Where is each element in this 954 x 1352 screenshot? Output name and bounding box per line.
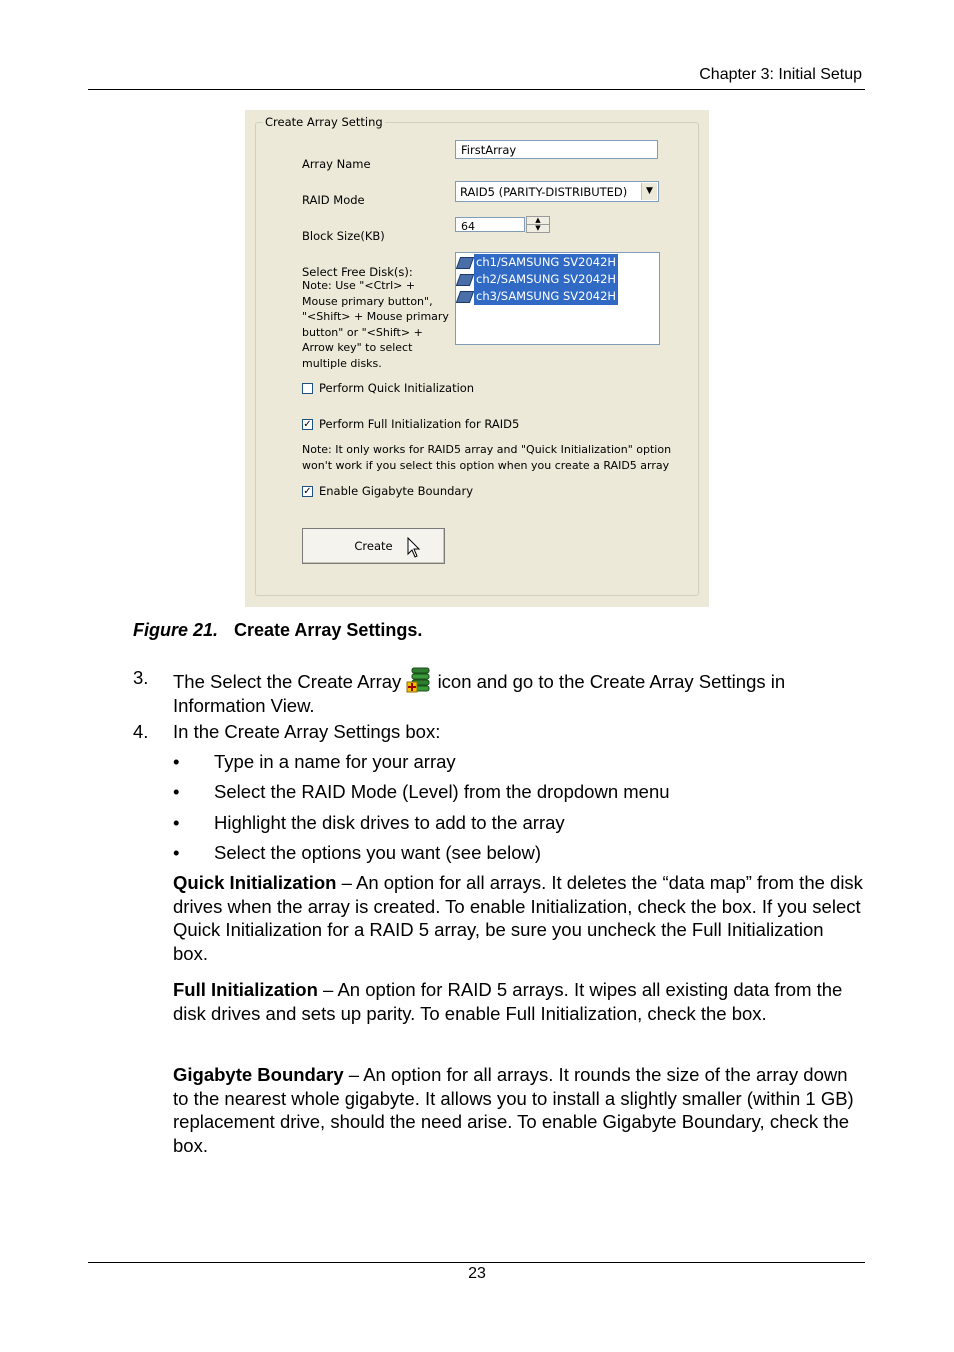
quick-init-label: Perform Quick Initialization	[319, 381, 475, 395]
spin-up-icon[interactable]: ▲	[527, 217, 549, 225]
raid5-note	[302, 442, 692, 473]
bullet-text: Highlight the disk drives to add to the array	[214, 812, 565, 833]
array-name-input[interactable]: FirstArray	[455, 140, 658, 159]
raid-mode-select[interactable]	[455, 181, 659, 202]
block-size-input[interactable]: 64	[455, 217, 525, 232]
create-array-dialog	[245, 110, 709, 607]
quick-init-option[interactable]	[302, 381, 474, 395]
gigabyte-label: Enable Gigabyte Boundary	[319, 484, 474, 498]
quick-init-term: Quick Initialization	[173, 872, 337, 893]
footer-rule	[88, 1262, 865, 1263]
step-3-text	[173, 666, 863, 718]
gigabyte-checkbox[interactable]: ✓	[303, 485, 312, 497]
disk-icon	[456, 291, 474, 303]
note-line: "<Shift> + Mouse primary	[302, 310, 449, 323]
block-size-spinner[interactable]	[526, 216, 550, 233]
bullet-text: Select the options you want (see below)	[214, 842, 542, 863]
note-line: won't work if you select this option when you create a RAID5 array	[302, 458, 670, 472]
disk-icon	[456, 257, 474, 269]
figure-title: Create Array Settings.	[234, 620, 423, 640]
note-line: Note: It only works for RAID5 array and "Quick Initialization" option	[302, 443, 672, 456]
quick-init-checkbox[interactable]	[302, 383, 313, 394]
step-3-line2: Information View.	[173, 695, 315, 716]
quick-init-paragraph	[173, 871, 863, 965]
raid-mode-label: RAID Mode	[302, 193, 365, 207]
step-number: 3.	[133, 667, 149, 688]
create-array-groupbox	[255, 115, 699, 596]
disk-list-item[interactable]	[457, 288, 658, 305]
gigabyte-term: Gigabyte Boundary	[173, 1064, 344, 1085]
note-line: multiple disks.	[302, 356, 382, 370]
group-title: Create Array Setting	[265, 115, 383, 129]
disk-label: ch3/SAMSUNG SV2042H	[476, 289, 617, 303]
gigabyte-description: – An option for all arrays. It rounds the size of the array down to the nearest whole gigabyte. It allows you to install a slightly smaller (within 1 GB) replacement drive, should the need arise. To enable Gigabyte Boundary, check the box.	[173, 1064, 854, 1156]
select-disks-label: Select Free Disk(s):	[302, 265, 413, 279]
create-array-icon	[406, 666, 432, 694]
bullet-item: • Select the RAID Mode (Level) from the dropdown menu	[173, 781, 670, 802]
disk-list-item[interactable]	[457, 254, 658, 271]
step-3-before: The Select the Create Array	[173, 671, 402, 692]
full-init-term: Full Initialization	[173, 979, 318, 1000]
step-4-text: In the Create Array Settings box:	[173, 721, 441, 742]
header-rule	[88, 89, 865, 90]
create-button-label: Create	[354, 539, 393, 553]
mouse-cursor-icon	[407, 537, 421, 559]
bullet-text: Select the RAID Mode (Level) from the dropdown menu	[214, 781, 670, 802]
bullet-item: • Type in a name for your array	[173, 751, 456, 772]
full-init-checkbox[interactable]: ✓	[303, 418, 312, 430]
gigabyte-paragraph	[173, 1063, 863, 1157]
chapter-header: Chapter 3: Initial Setup	[699, 66, 862, 83]
step-3-after: icon and go to the Create Array Settings in	[437, 671, 786, 692]
bullet-item: • Highlight the disk drives to add to the array	[173, 812, 565, 833]
figure-number: Figure 21.	[133, 620, 219, 640]
step-number: 4.	[133, 721, 149, 742]
note-line: button" or "<Shift> +	[302, 325, 423, 339]
free-disks-listbox[interactable]	[455, 252, 660, 345]
note-line: Note: Use "<Ctrl> +	[302, 279, 416, 292]
disk-icon	[456, 274, 474, 286]
disk-list-item[interactable]	[457, 271, 658, 288]
array-name-label: Array Name	[302, 157, 371, 171]
note-line: Arrow key" to select	[302, 341, 413, 354]
quick-init-description: – An option for all arrays. It deletes the “data map” from the disk drives when the array is created. To enable Initialization, check the box. If you select Quick Initialization for a RAID 5 array, be sure you uncheck the Full Initialization box.	[173, 872, 863, 964]
spin-down-icon[interactable]: ▼	[535, 224, 541, 232]
note-line: Mouse primary button",	[302, 294, 433, 308]
disk-label: ch1/SAMSUNG SV2042H	[476, 255, 617, 269]
raid-mode-value: RAID5 (PARITY-DISTRIBUTED)	[460, 185, 628, 199]
multi-select-note	[302, 278, 452, 371]
full-init-option[interactable]	[302, 417, 519, 431]
disk-label: ch2/SAMSUNG SV2042H	[476, 272, 617, 286]
full-init-label: Perform Full Initialization for RAID5	[319, 417, 520, 431]
block-size-label: Block Size(KB)	[302, 229, 385, 243]
create-button[interactable]	[302, 528, 445, 564]
gigabyte-option[interactable]	[302, 484, 473, 498]
bullet-item: • Select the options you want (see below)	[173, 842, 542, 863]
figure-caption	[133, 620, 422, 641]
full-init-description: – An option for RAID 5 arrays. It wipes all existing data from the disk drives and sets up parity. To enable Full Initialization, check the box.	[173, 979, 843, 1024]
dropdown-arrow-icon[interactable]: ▼	[641, 183, 657, 200]
full-init-paragraph	[173, 978, 863, 1025]
bullet-text: Type in a name for your array	[214, 751, 456, 772]
page-number: 23	[468, 1265, 486, 1282]
